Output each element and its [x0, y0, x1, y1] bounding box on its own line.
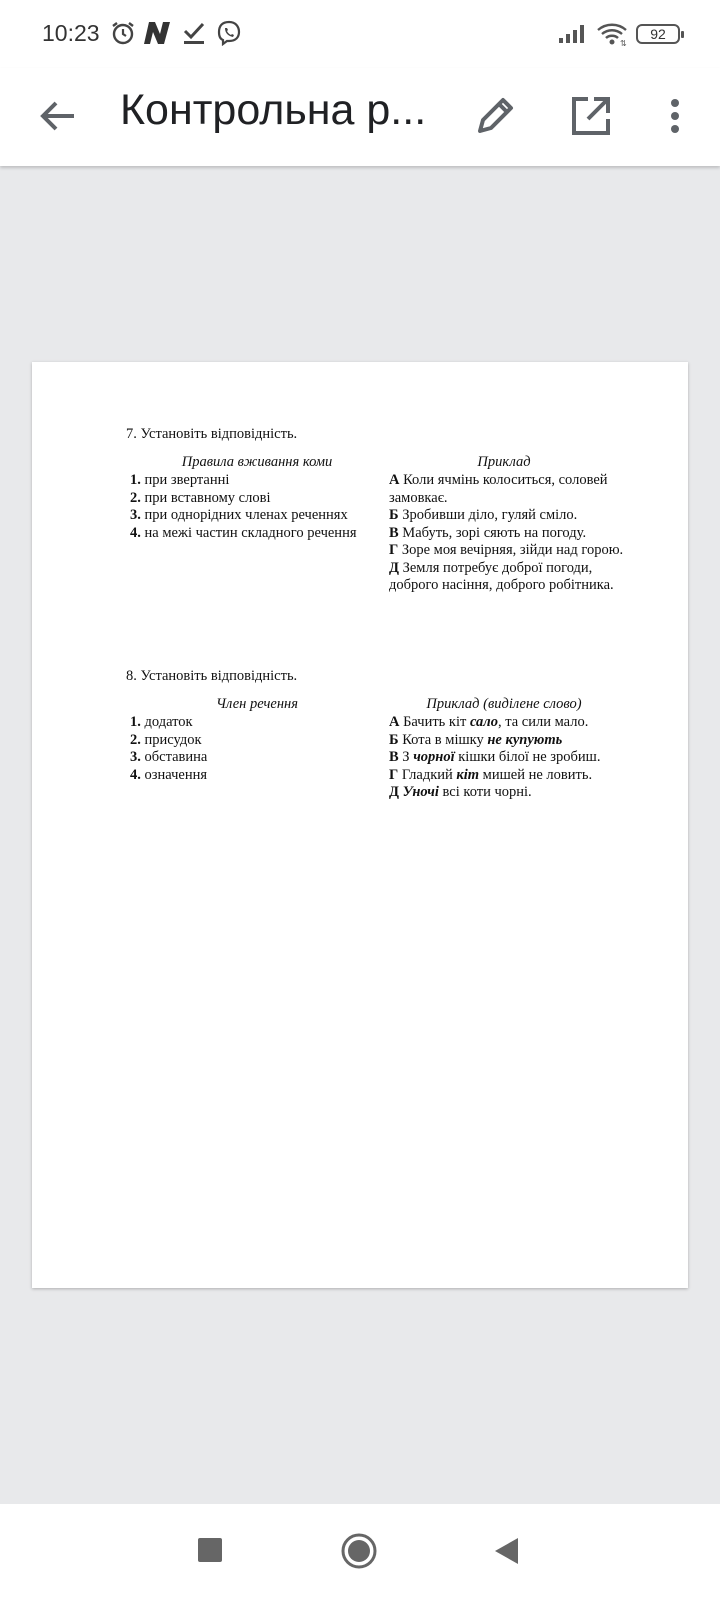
- open-external-icon[interactable]: [566, 91, 616, 141]
- q8-examples-list: [389, 714, 644, 802]
- q8-rules-list: [130, 714, 207, 784]
- list-item: 3. при однорідних членах реченнях: [130, 507, 348, 523]
- list-item: 1. при звертанні: [130, 472, 230, 488]
- list-item: Г Зоре моя вечірняя, зійди над горою.: [389, 542, 624, 558]
- list-item: В З чорної кішки білої не зробиш.: [389, 749, 601, 765]
- nav-bar: [0, 1504, 720, 1600]
- list-item: В Мабуть, зорі сяють на погоду.: [389, 524, 587, 541]
- list-item: 3. обставина: [130, 749, 208, 765]
- alarm-icon: [110, 20, 136, 46]
- q7-rules-list: [130, 472, 357, 542]
- signal-icon: [558, 24, 586, 44]
- n-app-icon: [142, 20, 174, 46]
- app-bar: [0, 68, 720, 166]
- q8-right-header: Приклад (виділене слово): [426, 696, 582, 712]
- recents-square-icon[interactable]: [196, 1536, 224, 1564]
- wifi-icon: [596, 22, 628, 46]
- q7-left-header: Правила вживання коми: [181, 454, 333, 470]
- list-item: 2. при вставному слові: [130, 489, 271, 506]
- q7-right-header: Приклад: [477, 454, 531, 470]
- list-item: 4. на межі частин складного речення: [130, 524, 357, 541]
- status-time: 10:23: [42, 20, 100, 46]
- q7-examples-list: [389, 472, 644, 595]
- page-title: Контрольна р...: [120, 86, 427, 134]
- q7-heading: 7. Установіть відповідність.: [126, 426, 298, 442]
- list-item: Г Гладкий кіт мишей не ловить.: [389, 766, 593, 783]
- home-circle-icon[interactable]: [340, 1532, 378, 1570]
- edit-pencil-icon[interactable]: [470, 91, 520, 141]
- list-item: А Коли ячмінь колоситься, соловей замовкає.: [389, 472, 608, 506]
- list-item: Б Кота в мішку не купують: [389, 731, 563, 748]
- check-icon: [182, 20, 206, 46]
- battery-icon: 92: [636, 24, 680, 44]
- list-item: 2. присудок: [130, 731, 202, 748]
- list-item: Д Земля потребує доброї погоди, доброго насіння, доброго робітника.: [389, 559, 614, 593]
- svg-text:⇅: ⇅: [620, 39, 627, 46]
- document-page: [32, 362, 688, 1288]
- back-arrow-icon[interactable]: [34, 92, 82, 140]
- more-vert-icon[interactable]: [650, 91, 700, 141]
- back-triangle-icon[interactable]: [492, 1536, 520, 1566]
- q8-heading: 8. Установіть відповідність.: [126, 668, 298, 684]
- list-item: 4. означення: [130, 766, 208, 783]
- list-item: Д Уночі всі коти чорні.: [389, 784, 532, 800]
- list-item: А Бачить кіт сало, та сили мало.: [389, 714, 589, 730]
- q8-left-header: Член речення: [216, 696, 298, 712]
- list-item: Б Зробивши діло, гуляй сміло.: [389, 507, 578, 523]
- list-item: 1. додаток: [130, 714, 193, 730]
- status-bar: [0, 0, 720, 68]
- viber-icon: [216, 20, 242, 46]
